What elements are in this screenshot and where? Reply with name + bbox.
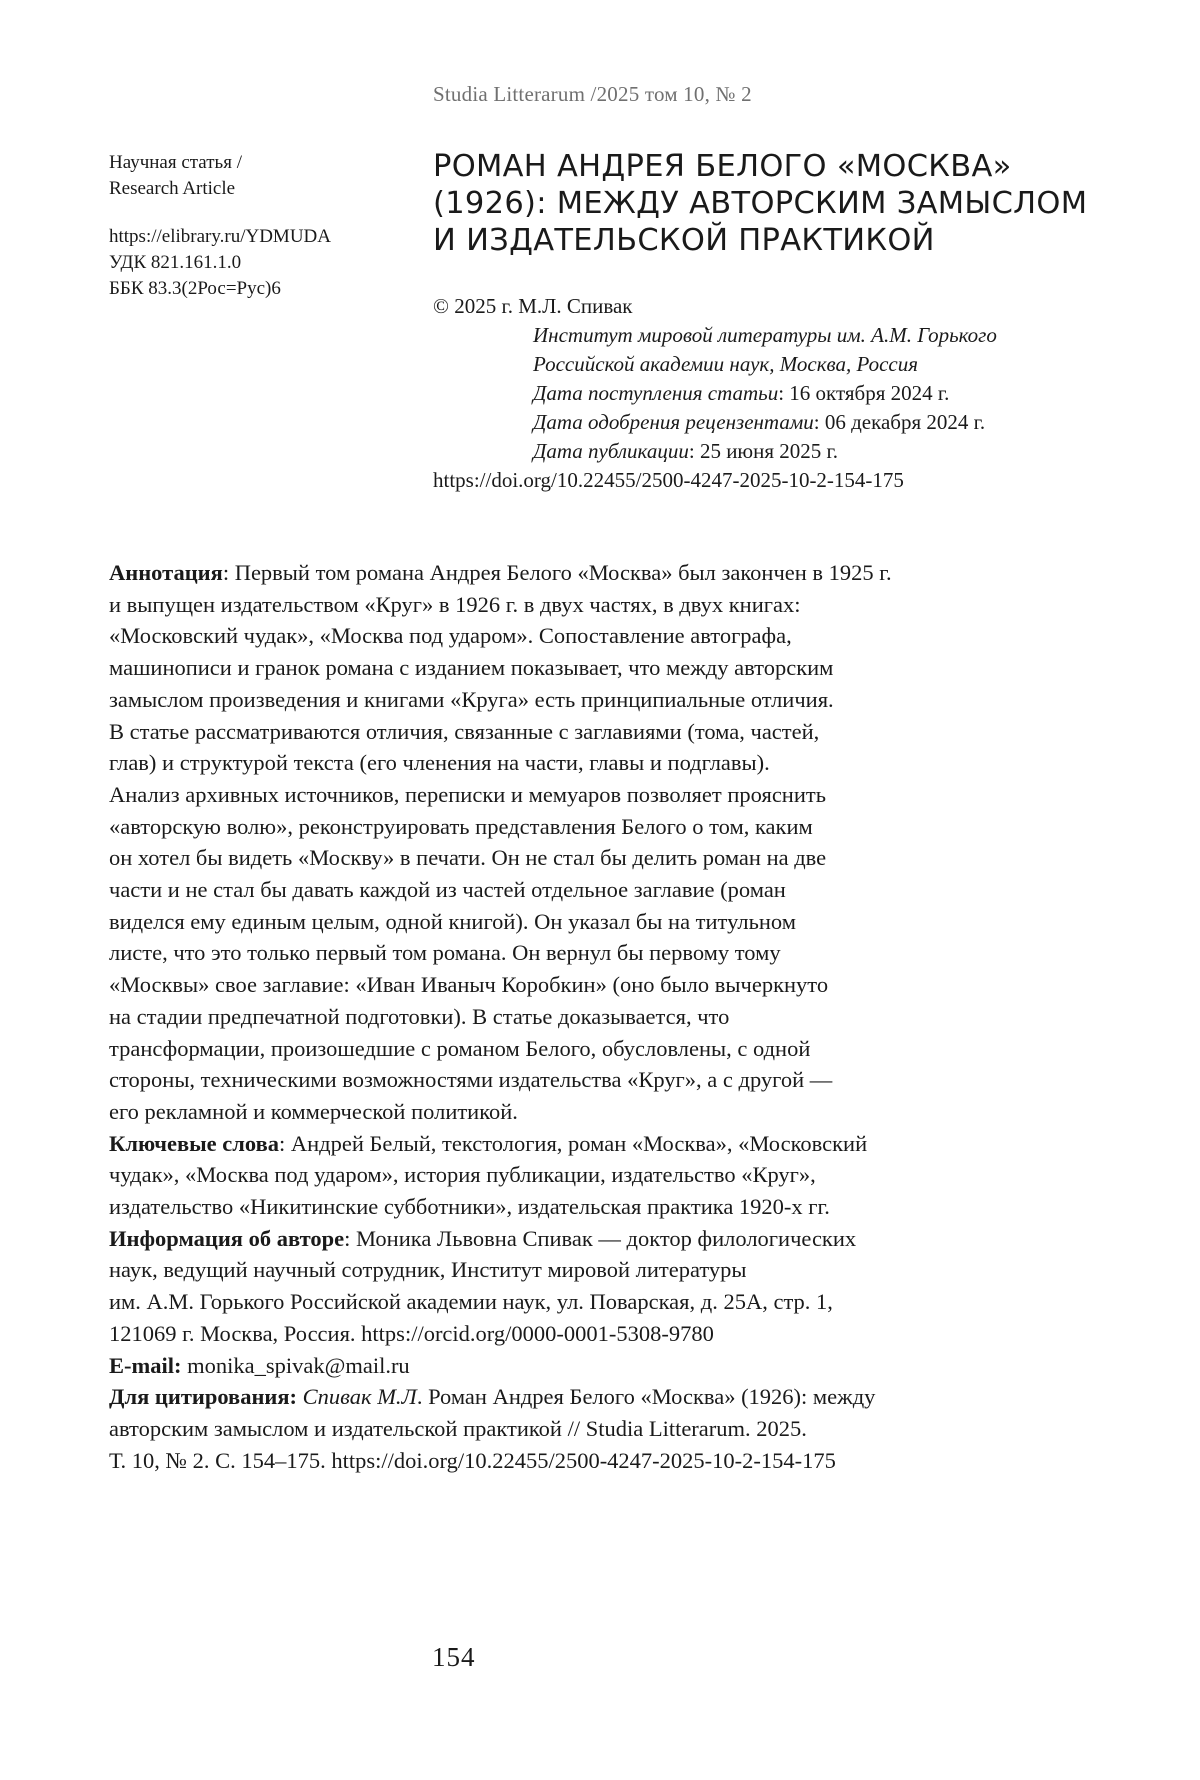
published-label: Дата публикации — [533, 439, 689, 463]
running-head: Studia Litterarum /2025 том 10, № 2 — [433, 82, 752, 106]
received-value: : 16 октября 2024 г. — [778, 381, 950, 405]
author-info-label: Информация об авторе — [109, 1225, 345, 1251]
page-number: 154 — [432, 1642, 476, 1672]
keywords-line: издательство «Никитинские субботники», издательская практика 1920-х гг. — [109, 1194, 830, 1220]
abstract-line: Анализ архивных источников, переписки и мемуаров позволяет прояснить — [109, 781, 826, 807]
title-line: И ИЗДАТЕЛЬСКОЙ ПРАКТИКОЙ — [433, 223, 935, 258]
abstract-line: части и не стал бы давать каждой из частей отдельное заглавие (роман — [109, 877, 786, 903]
citation-entry — [109, 1381, 1089, 1476]
keywords-entry — [109, 1128, 1089, 1223]
keywords-line: чудак», «Москва под ударом», история публикации, издательство «Круг», — [109, 1162, 816, 1188]
citation-line: . Роман Андрея Белого «Москва» (1926): между — [416, 1384, 876, 1410]
abstract-line: на стадии предпечатной подготовки). В статье доказывается, что — [109, 1003, 730, 1029]
abstract-line: глав) и структурой текста (его членения на части, главы и подглавы). — [109, 750, 770, 776]
doi-link[interactable]: https://doi.org/10.22455/2500-4247-2025-10-2-154-175 — [433, 468, 904, 492]
abstract-block — [109, 557, 1089, 1476]
published-date — [433, 437, 1093, 466]
article-meta-sidebar — [109, 150, 409, 302]
citation-label: Для цитирования: — [109, 1384, 298, 1410]
abstract-label: Аннотация — [109, 560, 223, 585]
abstract-line: и выпущен издательством «Круг» в 1926 г. в двух частях, в двух книгах: — [109, 591, 801, 617]
citation-line: авторским замыслом и издательской практикой // Studia Litterarum. 2025. — [109, 1415, 807, 1441]
title-line: РОМАН АНДРЕЯ БЕЛОГО «МОСКВА» — [433, 149, 1012, 184]
affiliation-line-1: Институт мировой литературы им. А.М. Горького — [533, 323, 997, 347]
received-date — [433, 379, 1093, 408]
received-label: Дата поступления статьи — [533, 381, 779, 405]
author-info-entry — [109, 1223, 1089, 1350]
published-value: : 25 июня 2025 г. — [688, 439, 839, 463]
abstract-line: «авторскую волю», реконструировать представления Белого о том, каким — [109, 813, 813, 839]
elibrary-link[interactable]: https://elibrary.ru/YDMUDA — [109, 226, 331, 247]
approved-date — [433, 408, 1093, 437]
email-entry — [109, 1350, 1089, 1382]
email-link[interactable]: monika_spivak@mail.ru — [181, 1352, 410, 1378]
abstract-line: «Московский чудак», «Москва под ударом». Сопоставление автографа, — [109, 623, 792, 649]
abstract-line: машинописи и гранок романа с изданием показывает, что между авторским — [109, 655, 834, 681]
citation-line: Т. 10, № 2. С. 154–175. https://doi.org/10.22455/2500-4247-2025-10-2-154-175 — [109, 1447, 836, 1473]
abstract-line: трансформации, произошедшие с романом Белого, обусловлены, с одной — [109, 1035, 811, 1061]
abstract-line: : Первый том романа Андрея Белого «Москва» был закончен в 1925 г. — [222, 560, 892, 585]
author-info-line: им. А.М. Горького Российской академии наук, ул. Поварская, д. 25А, стр. 1, — [109, 1289, 833, 1315]
author-info-line: : Моника Львовна Спивак — доктор филологических — [344, 1225, 857, 1251]
article-type-en: Research Article — [109, 178, 236, 199]
citation-author: Спивак М.Л — [297, 1384, 417, 1410]
abstract-line: замыслом произведения и книгами «Круга» есть принципиальные отличия. — [109, 686, 834, 712]
approved-value: : 06 декабря 2024 г. — [813, 410, 986, 434]
copyright-author: © 2025 г. М.Л. Спивак — [433, 294, 633, 318]
bbk-code: ББК 83.3(2Рос=Рус)6 — [109, 278, 281, 299]
email-label: E-mail: — [109, 1352, 182, 1378]
abstract-line: его рекламной и коммерческой политикой. — [109, 1098, 518, 1124]
abstract-line: В статье рассматриваются отличия, связанные с заглавиями (тома, частей, — [109, 718, 820, 744]
article-title — [433, 148, 1088, 259]
title-line: (1926): МЕЖДУ АВТОРСКИМ ЗАМЫСЛОМ — [433, 186, 1088, 221]
abstract-line: «Москвы» свое заглавие: «Иван Иваныч Коробкин» (оно было вычеркнуто — [109, 972, 829, 998]
author-info-line: 121069 г. Москва, Россия. https://orcid.org/0000-0001-5308-9780 — [109, 1320, 714, 1346]
approved-label: Дата одобрения рецензентами — [533, 410, 814, 434]
article-type-ru: Научная статья / — [109, 152, 242, 173]
abstract-line: стороны, техническими возможностями издательства «Круг», а с другой — — [109, 1067, 833, 1093]
keywords-label: Ключевые слова — [109, 1130, 279, 1156]
keywords-line: : Андрей Белый, текстология, роман «Москва», «Московский — [278, 1130, 868, 1156]
abstract-entry — [109, 557, 1089, 1128]
author-info-line: наук, ведущий научный сотрудник, Институт мировой литературы — [109, 1257, 747, 1283]
udk-code: УДК 821.161.1.0 — [109, 252, 242, 273]
abstract-line: виделся ему единым целым, одной книгой). Он указал бы на титульном — [109, 908, 796, 934]
abstract-line: он хотел бы видеть «Москву» в печати. Он не стал бы делить роман на две — [109, 845, 827, 871]
byline — [433, 292, 1093, 495]
abstract-line: листе, что это только первый том романа. Он вернул бы первому тому — [109, 940, 781, 966]
affiliation-line-2: Российской академии наук, Москва, Россия — [533, 352, 919, 376]
